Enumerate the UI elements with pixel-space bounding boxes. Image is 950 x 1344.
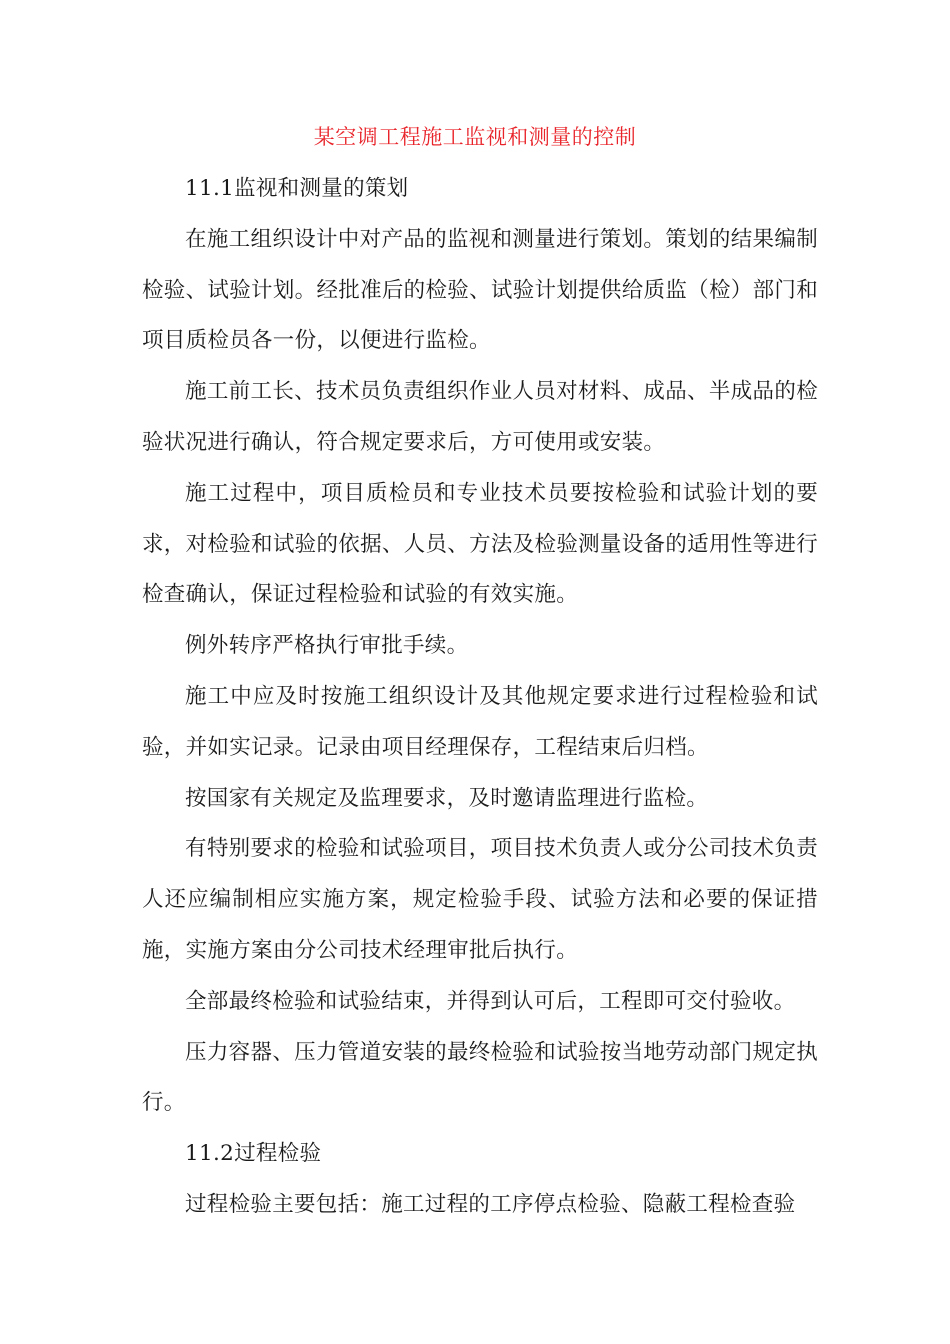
paragraph: 全部最终检验和试验结束，并得到认可后，工程即可交付验收。 bbox=[185, 988, 796, 1014]
paragraph: 在施工组织设计中对产品的监视和测量进行策划。策划的结果编制检验、试验计划。经批准后的检验、试验计划提供给质监（检）部门和项目质检员各一份，以便进行监检。 bbox=[142, 226, 818, 354]
paragraph: 施工中应及时按施工组织设计及其他规定要求进行过程检验和试验，并如实记录。记录由项目经理保存，工程结束后归档。 bbox=[142, 683, 818, 760]
paragraph: 压力容器、压力管道安装的最终检验和试验按当地劳动部门规定执行。 bbox=[142, 1039, 818, 1116]
section-heading-11-1: 11.1监视和测量的策划 bbox=[185, 176, 409, 201]
paragraph: 过程检验主要包括：施工过程的工序停点检验、隐蔽工程检查验 bbox=[185, 1191, 796, 1217]
document-title: 某空调工程施工监视和测量的控制 bbox=[313, 125, 637, 149]
paragraph: 施工过程中，项目质检员和专业技术员要按检验和试验计划的要求，对检验和试验的依据、人员、方法及检验测量设备的适用性等进行检查确认，保证过程检验和试验的有效实施。 bbox=[142, 480, 818, 608]
section-heading-11-2: 11.2过程检验 bbox=[185, 1141, 322, 1167]
document-body bbox=[142, 164, 818, 1231]
paragraph: 例外转序严格执行审批手续。 bbox=[185, 633, 469, 659]
paragraph: 按国家有关规定及监理要求，及时邀请监理进行监检。 bbox=[185, 785, 709, 811]
paragraph: 有特别要求的检验和试验项目，项目技术负责人或分公司技术负责人还应编制相应实施方案，规定检验手段、试验方法和必要的保证措施，实施方案由分公司技术经理审批后执行。 bbox=[142, 836, 818, 963]
paragraph: 施工前工长、技术员负责组织作业人员对材料、成品、半成品的检验状况进行确认，符合规定要求后，方可使用或安装。 bbox=[142, 379, 818, 455]
